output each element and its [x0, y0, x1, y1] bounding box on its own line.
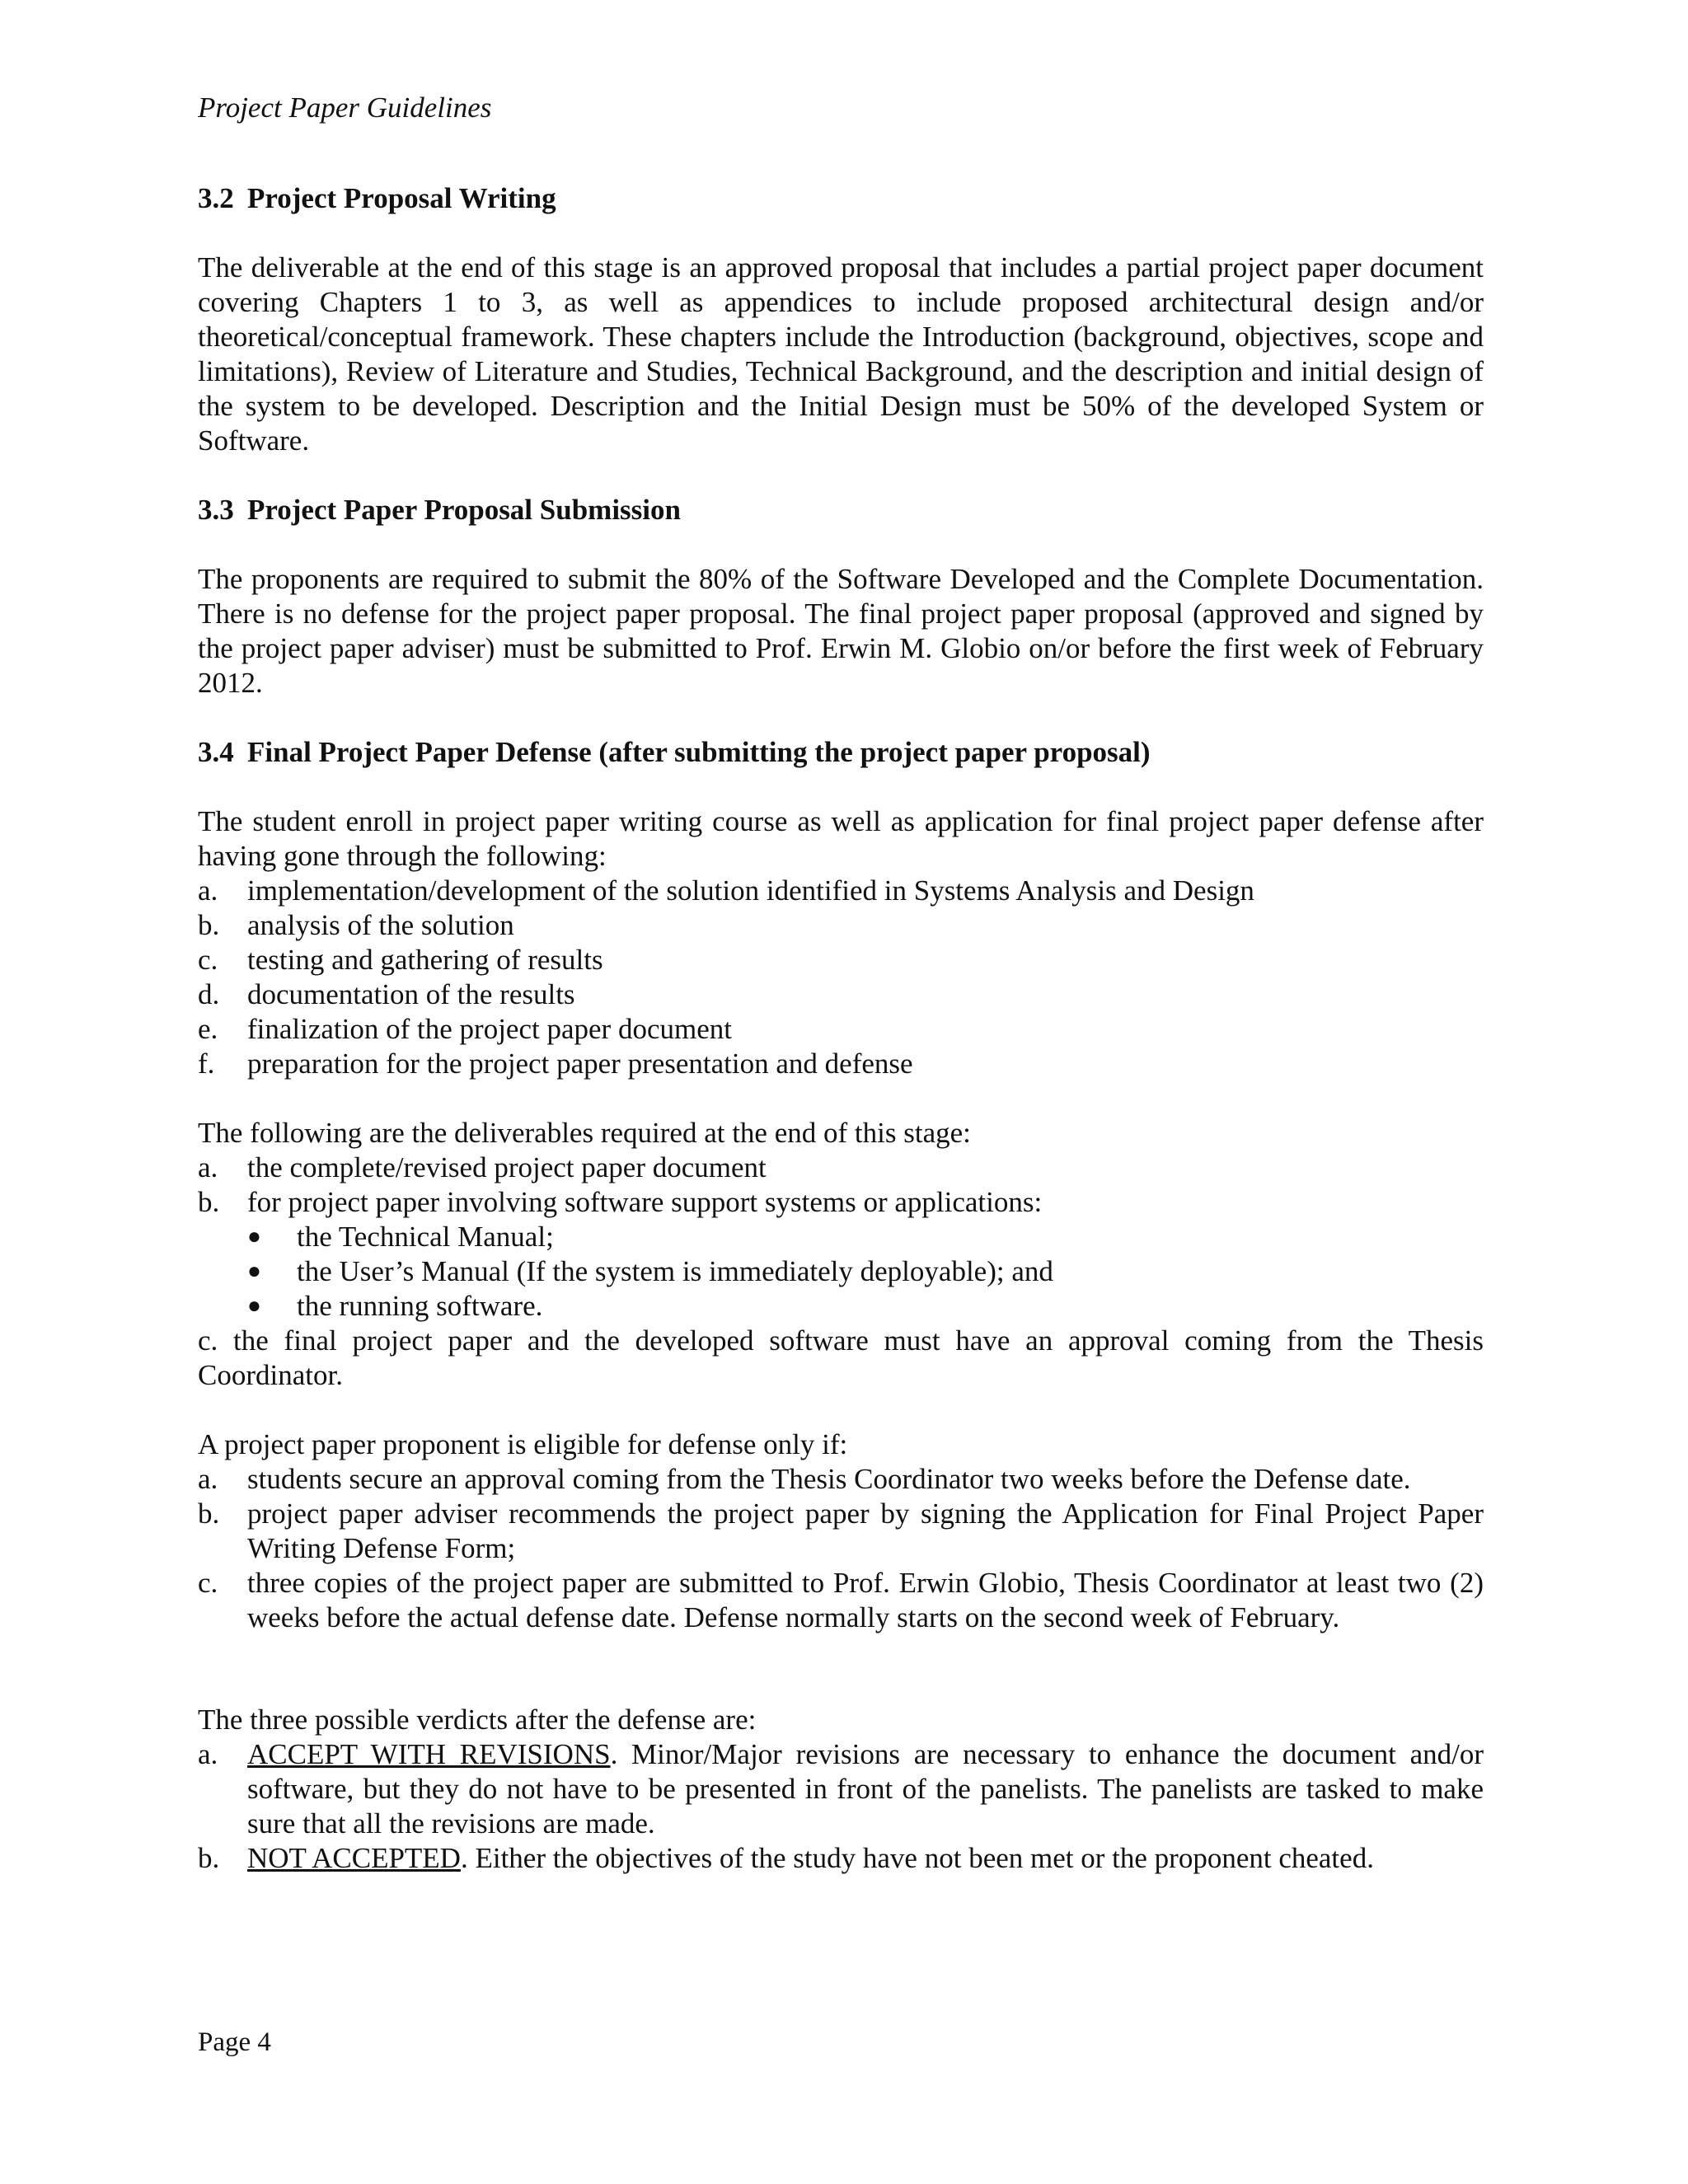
list-marker: a.: [198, 1463, 218, 1495]
list-marker: a.: [198, 874, 218, 907]
software-deliverables-bullets: [198, 1220, 1484, 1324]
list-item: [198, 1047, 1484, 1081]
deliverables-list: [198, 1151, 1484, 1220]
verdict-text: . Either the objectives of the study have not been met or the proponent cheated.: [460, 1842, 1374, 1874]
bullet-item: [247, 1289, 1484, 1324]
list-marker: b.: [198, 909, 220, 941]
list-item-text: for project paper involving software support systems or applications:: [247, 1186, 1043, 1218]
verdict-label: ACCEPT WITH REVISIONS: [247, 1738, 611, 1770]
section-heading-3-3: [198, 493, 1484, 527]
list-item-text: finalization of the project paper document: [247, 1013, 732, 1045]
list-item-text: students secure an approval coming from the Thesis Coordinator two weeks before the Defense date.: [247, 1463, 1411, 1495]
bullet-icon: ●: [247, 1258, 261, 1284]
list-item: [198, 977, 1484, 1012]
verdict-label: NOT ACCEPTED: [247, 1842, 461, 1874]
section-number: 3.3: [198, 494, 234, 526]
section-number: 3.4: [198, 736, 234, 768]
spacer: [198, 1635, 1484, 1703]
section-title: Final Project Paper Defense (after submitting the project paper proposal): [247, 736, 1151, 768]
list-marker: b.: [198, 1842, 220, 1874]
list-item-text: three copies of the project paper are submitted to Prof. Erwin Globio, Thesis Coordinator at least two (2) weeks before the actual defense date. Defense normally starts on the second week of February.: [247, 1567, 1484, 1633]
list-item: [198, 1841, 1484, 1876]
section-3-4-intro: The student enroll in project paper writing course as well as application for final project paper defense after having gone through the following:: [198, 805, 1484, 872]
bullet-text: the running software.: [297, 1290, 543, 1322]
verdict-text: . Minor/Major revisions are necessary to enhance the document and/or software, but they do not have to be presented in front of the panelists. The panelists are tasked to make sure that all the revisions are made.: [247, 1738, 1484, 1840]
list-marker: d.: [198, 978, 220, 1010]
bullet-item: [247, 1220, 1484, 1254]
running-header: Project Paper Guidelines: [198, 91, 492, 124]
list-item-text: testing and gathering of results: [247, 944, 603, 976]
list-item: [198, 1566, 1484, 1635]
list-item: [198, 874, 1484, 908]
list-item: [198, 1737, 1484, 1841]
section-title: Project Proposal Writing: [247, 182, 556, 214]
list-marker: b.: [198, 1186, 220, 1218]
list-item-text: analysis of the solution: [247, 909, 514, 941]
list-item: [198, 1497, 1484, 1566]
page-number: Page 4: [198, 2027, 271, 2057]
section-3-3-body: The proponents are required to submit the 80% of the Software Developed and the Complete Documentation. There is no defense for the project paper proposal. The final project paper proposal (approved and signed by the project paper adviser) must be submitted to Prof. Erwin M. Globio on/or before the first week of February 2012.: [198, 563, 1484, 699]
list-marker: a.: [198, 1738, 218, 1770]
list-marker: f.: [198, 1047, 215, 1080]
list-item: [198, 943, 1484, 977]
list-marker: c.: [198, 944, 218, 976]
section-heading-3-4: [198, 735, 1484, 770]
list-item: [198, 908, 1484, 943]
list-item-text: the complete/revised project paper document: [247, 1151, 767, 1183]
list-item-text: preparation for the project paper presentation and defense: [247, 1047, 913, 1080]
section-3-2-body: The deliverable at the end of this stage is an approved proposal that includes a partial project paper document covering Chapters 1 to 3, as well as appendices to include proposed architectural design and/or theoretical/conceptual framework. These chapters include the Introduction (background, objectives, scope and limitations), Review of Literature and Studies, Technical Background, and the description and initial design of the system to be developed. Description and the Initial Design must be 50% of the developed System or Software.: [198, 251, 1484, 457]
bullet-icon: ●: [247, 1224, 261, 1249]
list-item-text: documentation of the results: [247, 978, 575, 1010]
verdicts-intro: The three possible verdicts after the defense are:: [198, 1704, 757, 1736]
bullet-item: [247, 1254, 1484, 1289]
list-marker: a.: [198, 1151, 218, 1183]
deliverables-intro: The following are the deliverables required at the end of this stage:: [198, 1117, 971, 1149]
steps-list: [198, 874, 1484, 1081]
bullet-icon: ●: [247, 1293, 261, 1319]
eligibility-list: [198, 1462, 1484, 1635]
list-marker: c.: [198, 1567, 218, 1599]
list-item: [198, 1012, 1484, 1047]
list-marker: e.: [198, 1013, 218, 1045]
list-item: [198, 1151, 1484, 1185]
list-item: [198, 1185, 1484, 1220]
section-heading-3-2: [198, 181, 1484, 216]
list-item-text: project paper adviser recommends the project paper by signing the Application for Final Project Paper Writing Defense Form;: [247, 1497, 1484, 1564]
list-item: [198, 1462, 1484, 1497]
document-page: [198, 91, 1484, 1876]
list-marker: b.: [198, 1497, 220, 1530]
section-title: Project Paper Proposal Submission: [247, 494, 681, 526]
eligibility-intro: A project paper proponent is eligible for defense only if:: [198, 1428, 848, 1460]
verdicts-list: [198, 1737, 1484, 1876]
section-number: 3.2: [198, 182, 234, 214]
bullet-text: the User’s Manual (If the system is immediately deployable); and: [297, 1255, 1053, 1287]
bullet-text: the Technical Manual;: [297, 1221, 554, 1253]
deliverable-c: c. the final project paper and the developed software must have an approval coming from the Thesis Coordinator.: [198, 1324, 1484, 1391]
list-item-text: implementation/development of the solution identified in Systems Analysis and Design: [247, 874, 1254, 907]
